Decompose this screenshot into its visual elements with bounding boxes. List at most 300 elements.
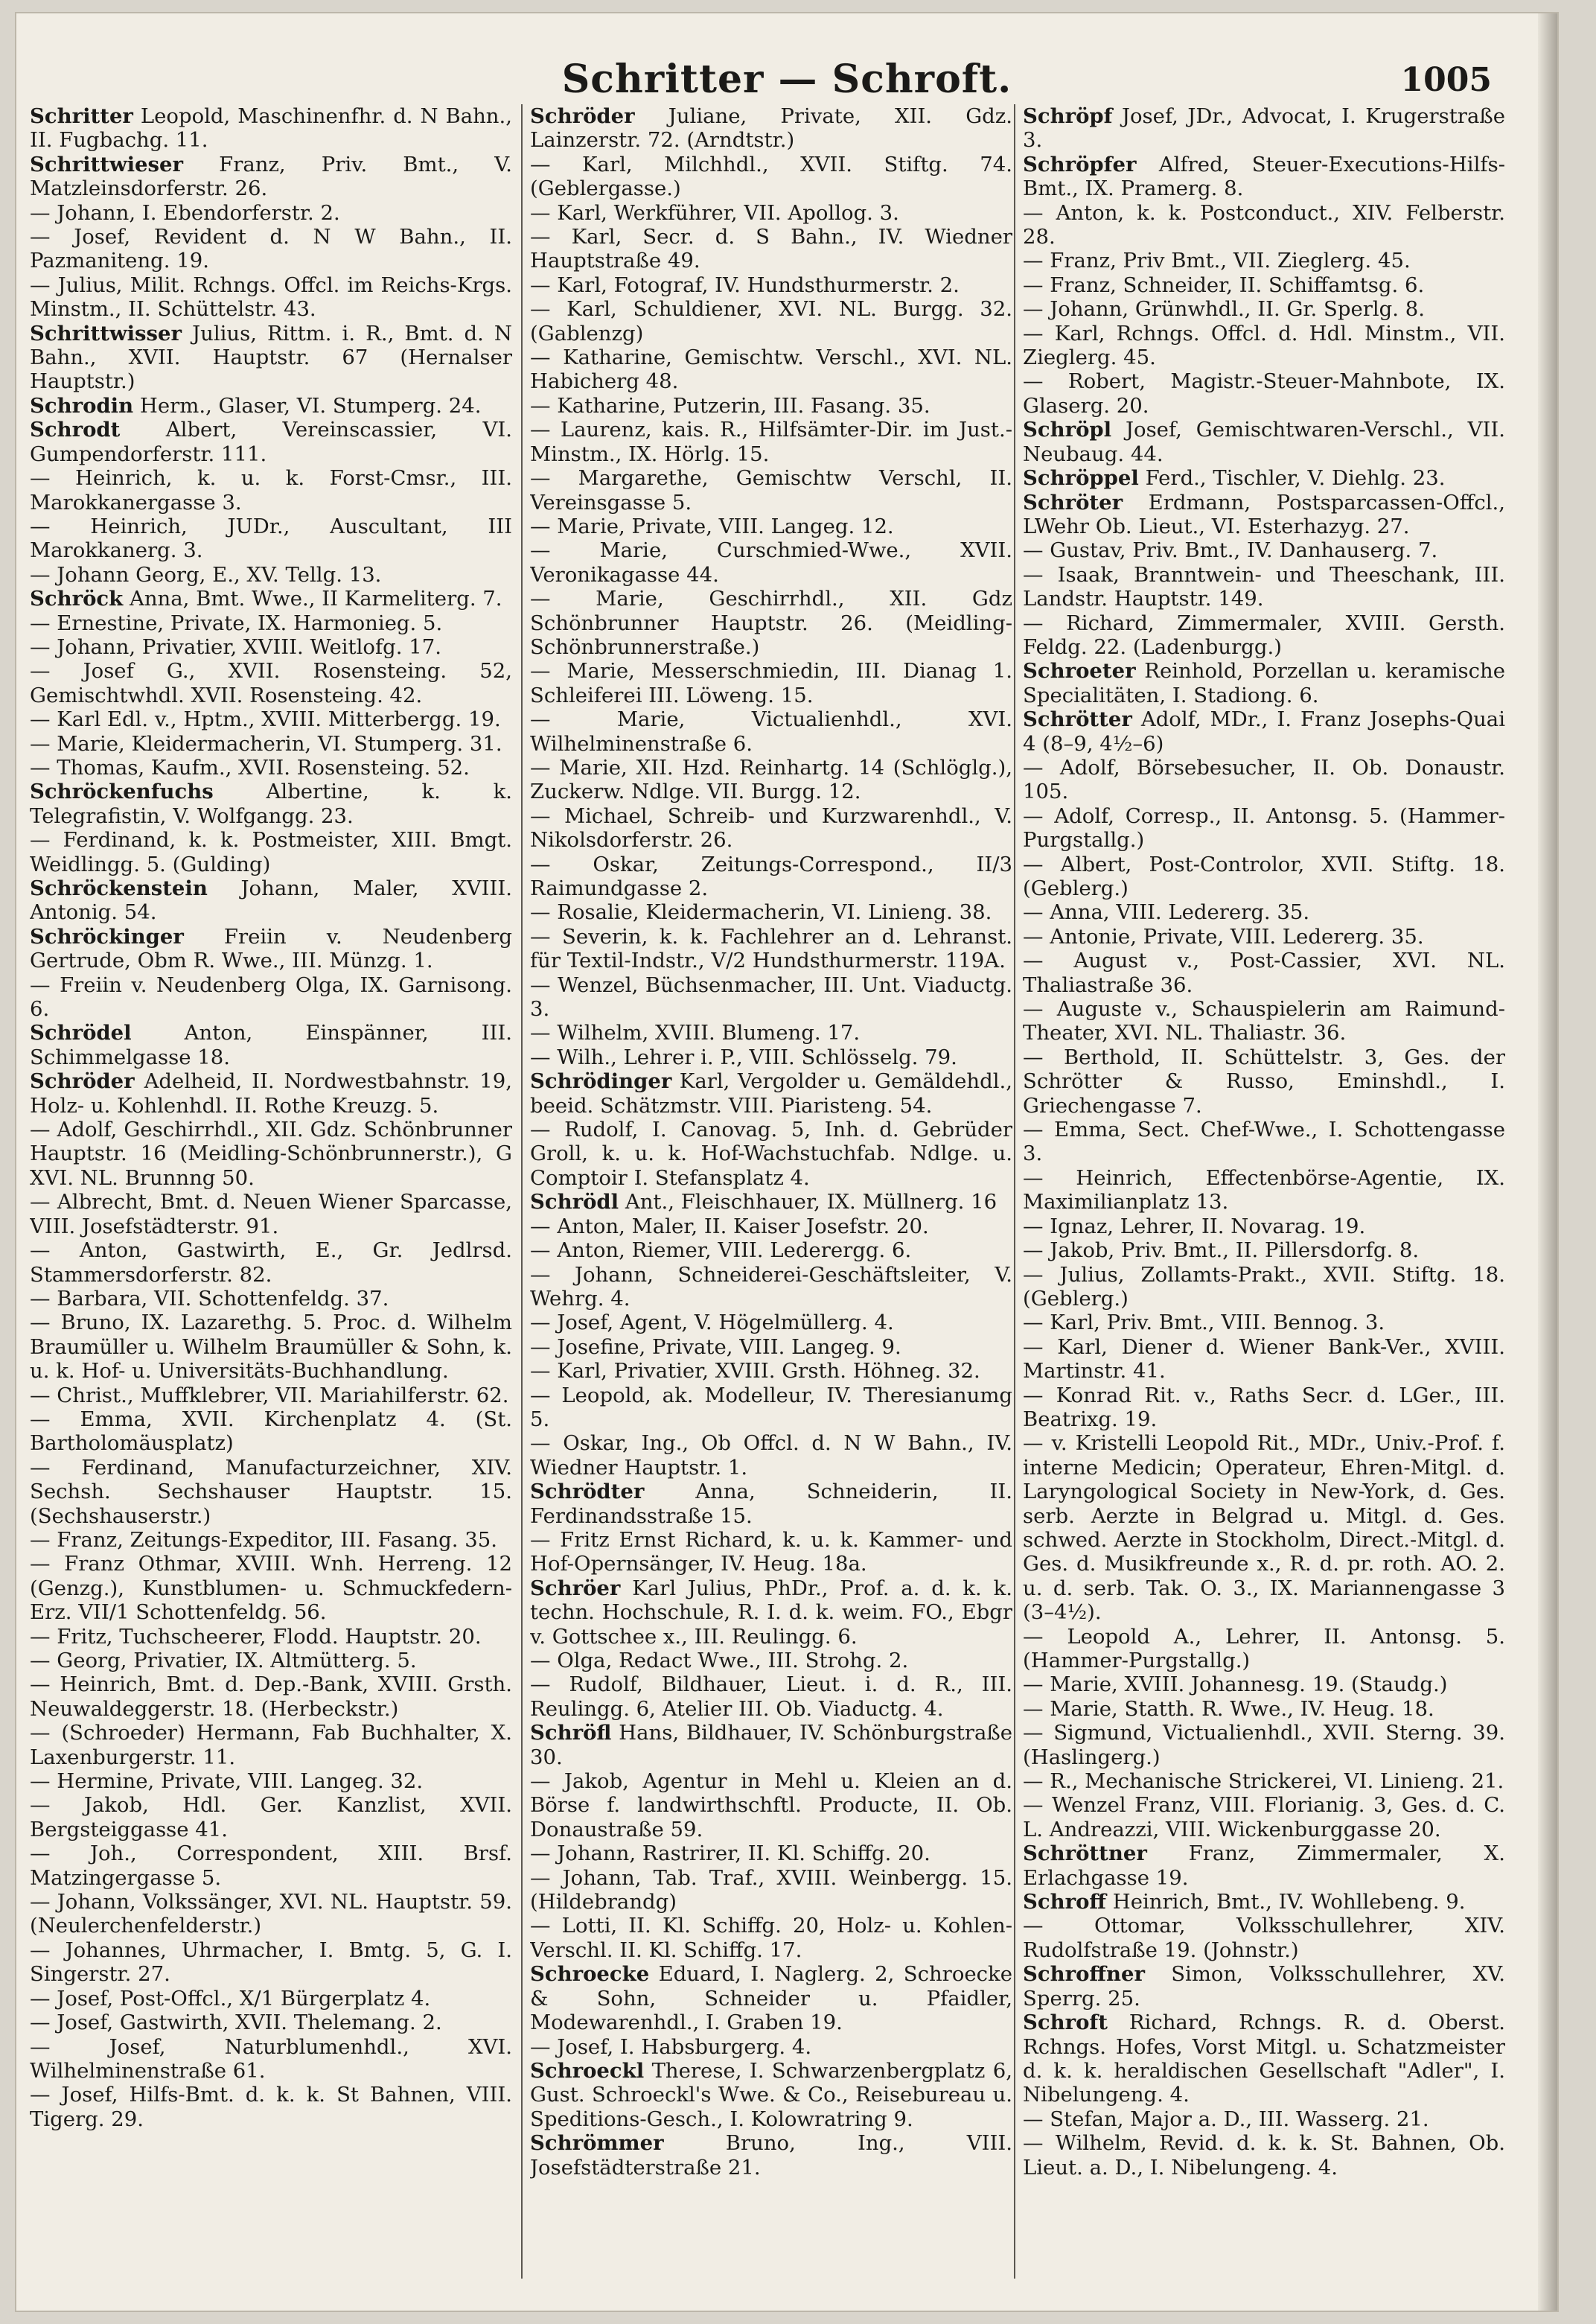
entry-text: — Auguste v., Schauspielerin am Raimund-Theater, XVI. NL. Thaliastr. 36. (1023, 997, 1505, 1045)
directory-entry (1023, 756, 1505, 804)
page-edge (1538, 13, 1557, 2311)
entry-text: — Johann, Tab. Traf., XVIII. Weinbergg. 15. (Hildebrandg) (530, 1865, 1012, 1914)
directory-entry (530, 1841, 1012, 1865)
entry-surname: Schrömmer (530, 2131, 664, 2156)
directory-entry (530, 1384, 1012, 1432)
entry-text: — Michael, Schreib- und Kurzwarenhdl., V. Nikolsdorferstr. 26. (530, 803, 1012, 853)
directory-entry (530, 1021, 1012, 1045)
directory-entry (30, 973, 512, 1022)
directory-entry (530, 1214, 1012, 1238)
entry-text: — Thomas, Kaufm., XVII. Rosensteing. 52. (30, 755, 470, 780)
entry-text: — Albrecht, Bmt. d. Neuen Wiener Sparcasse, VIII. Josefstädterstr. 91. (30, 1190, 512, 1238)
entry-text: — Franz, Zeitungs-Expeditor, III. Fasang. 35. (30, 1527, 498, 1552)
directory-entry (1023, 1045, 1505, 1118)
directory-entry (1023, 273, 1505, 297)
entry-text: Franz, Zimmermaler, X. Erlachgasse 19. (1023, 1841, 1505, 1890)
directory-entry (30, 780, 512, 828)
entry-text: — Julius, Milit. Rchngs. Offcl. im Reichs-Krgs. Minstm., II. Schüttelstr. 43. (30, 273, 512, 322)
entry-text: — Marie, XII. Hzd. Reinhartg. 14 (Schlöglg.), Zuckerw. Ndlge. VII. Burgg. 12. (530, 755, 1012, 804)
entry-text: — Berthold, II. Schüttelstr. 3, Ges. der Schrötter & Russo, Eminshdl., I. Griechengasse 7. (1023, 1045, 1505, 1118)
entry-surname: Schrödl (530, 1190, 619, 1214)
directory-entry (1023, 418, 1505, 466)
entry-text: — Marie, Kleidermacherin, VI. Stumperg. 31. (30, 731, 502, 756)
entry-text: — Karl, Rchngs. Offcl. d. Hdl. Minstm., VII. Zieglerg. 45. (1023, 321, 1505, 370)
directory-entry (530, 1576, 1012, 1649)
entry-text: — Adolf, Geschirrhdl., XII. Gdz. Schönbrunner Hauptstr. 16 (Meidling-Schönbrunnerstr.), G XVI. NL. Brunnng 50. (30, 1118, 512, 1190)
directory-entry (30, 732, 512, 756)
entry-surname: Schroeter (1023, 659, 1136, 684)
entry-text: Anton, Einspänner, III. Schimmelgasse 18. (30, 1021, 512, 1069)
directory-entry (1023, 491, 1505, 539)
page-number: 1005 (1400, 61, 1492, 99)
entry-surname: Schröckenfuchs (30, 780, 214, 804)
entry-text: — Johannes, Uhrmacher, I. Bmtg. 5, G. I. Singerstr. 27. (30, 1938, 512, 1987)
directory-entry (1023, 1625, 1505, 1673)
entry-text: Anna, Schneiderin, II. Ferdinandsstraße 15. (530, 1480, 1012, 1528)
directory-entry (1023, 201, 1505, 249)
directory-entry (30, 1721, 512, 1769)
directory-entry (1023, 1769, 1505, 1793)
directory-entry (30, 1190, 512, 1238)
entry-text: — Johann, Rastrirer, II. Kl. Schiffg. 20. (530, 1841, 931, 1866)
entry-text: — Josef, Agent, V. Högelmüllerg. 4. (530, 1311, 894, 1335)
directory-entry (530, 804, 1012, 853)
column-rule (521, 104, 523, 2279)
entry-text: — Franz, Priv Bmt., VII. Zieglerg. 45. (1023, 249, 1411, 273)
directory-entry (530, 201, 1012, 225)
directory-entry (530, 1190, 1012, 1214)
entry-text: — Wilh., Lehrer i. P., VIII. Schlösselg. 79. (530, 1045, 957, 1069)
entry-surname: Schroecke (530, 1962, 650, 1987)
directory-entry (1023, 1431, 1505, 1624)
entry-surname: Schröck (30, 587, 124, 611)
directory-entry (1023, 949, 1505, 997)
entry-text: — August v., Post-Cassier, XVI. NL. Thaliastraße 36. (1023, 949, 1505, 997)
directory-entry (1023, 997, 1505, 1045)
directory-entry (30, 201, 512, 225)
entry-text: — Anton, Gastwirth, E., Gr. Jedlrsd. Stammersdorferstr. 82. (30, 1238, 512, 1287)
directory-entry (30, 1649, 512, 1672)
column-rule (1014, 104, 1015, 2279)
directory-entry (530, 1962, 1012, 2034)
entry-text: Alfred, Steuer-Executions-Hilfs-Bmt., IX. Pramerg. 8. (1023, 152, 1505, 201)
entry-text: — Emma, XVII. Kirchenplatz 4. (St. Bartholomäusplatz) (30, 1407, 512, 1456)
directory-entry (1023, 853, 1505, 901)
entry-text: — Bruno, IX. Lazarethg. 5. Proc. d. Wilhelm Braumüller u. Wilhelm Braumüller & Sohn, k. u. k. Hof- u. Universitäts-Buchhandlung. (30, 1311, 512, 1384)
entry-text: — Jakob, Priv. Bmt., II. Pillersdorfg. 8. (1023, 1238, 1420, 1263)
entry-surname: Schröckenstein (30, 876, 208, 900)
directory-entry (530, 2059, 1012, 2131)
entry-text: — Konrad Rit. v., Raths Secr. d. LGer., III. Beatrixg. 19. (1023, 1383, 1505, 1431)
directory-entry (30, 756, 512, 780)
directory-entry (30, 418, 512, 466)
directory-entry (530, 1045, 1012, 1069)
entry-text: — Ferdinand, k. k. Postmeister, XIII. Bmgt. Weidlingg. 5. (Gulding) (30, 828, 512, 876)
entry-text: — Joh., Correspondent, XIII. Brsf. Matzingergasse 5. (30, 1841, 512, 1890)
entry-text: Johann, Maler, XVIII. Antonig. 54. (30, 876, 512, 925)
directory-entry (530, 756, 1012, 804)
directory-entry (30, 515, 512, 563)
entry-text: — Katharine, Gemischtw. Verschl., XVI. NL. Habicherg 48. (530, 346, 1012, 394)
directory-entry (530, 973, 1012, 1022)
directory-entry (30, 322, 512, 394)
entry-surname: Schröpfer (1023, 152, 1137, 176)
directory-entry (30, 1769, 512, 1793)
entry-text: — Marie, Private, VIII. Langeg. 12. (530, 514, 894, 538)
entry-text: Therese, I. Schwarzenbergplatz 6, Gust. Schroeckl's Wwe. & Co., Reisebureau u. Speditions-Gesch., I. Kolowratring 9. (530, 2058, 1012, 2131)
directory-entry (30, 1021, 512, 1069)
entry-surname: Schröckinger (30, 924, 184, 949)
entry-text: — Josef, I. Habsburgerg. 4. (530, 2034, 812, 2059)
entry-text: — Adolf, Börsebesucher, II. Ob. Donaustr. 105. (1023, 755, 1505, 804)
directory-entry (530, 1118, 1012, 1190)
entry-text: — Karl Edl. v., Hptm., XVIII. Mitterbergg. 19. (30, 707, 501, 732)
entry-text: — Stefan, Major a. D., III. Wasserg. 21. (1023, 2107, 1429, 2131)
directory-entry (530, 1480, 1012, 1528)
entry-text: — Marie, Messerschmiedin, III. Dianag 1. Schleiferei III. Löweng. 15. (530, 659, 1012, 707)
entry-surname: Schrittwieser (30, 152, 184, 176)
directory-entry (30, 925, 512, 973)
column-2 (530, 104, 1012, 2279)
directory-entry (530, 1359, 1012, 1383)
entry-surname: Schröttner (1023, 1841, 1147, 1866)
directory-entry (1023, 611, 1505, 660)
entry-text: Franz, Priv. Bmt., V. Matzleinsdorferstr. 26. (30, 152, 512, 201)
directory-entry (1023, 2131, 1505, 2180)
entry-text: — Freiin v. Neudenberg Olga, IX. Garnisong. 6. (30, 972, 512, 1022)
directory-entry (30, 2083, 512, 2131)
entry-surname: Schritter (30, 104, 133, 128)
entry-text: — Robert, Magistr.-Steuer-Mahnbote, IX. Glaserg. 20. (1023, 369, 1505, 418)
directory-entry (30, 2011, 512, 2034)
directory-entry (530, 853, 1012, 901)
directory-entry (530, 225, 1012, 273)
directory-entry (30, 394, 512, 418)
entry-surname: Schroff (1023, 1890, 1107, 1914)
directory-entry (1023, 104, 1505, 153)
directory-entry (1023, 1384, 1505, 1432)
directory-entry (1023, 900, 1505, 924)
directory-entry (530, 1649, 1012, 1672)
directory-entry (30, 104, 512, 153)
entry-text: — Karl, Werkführer, VII. Apollog. 3. (530, 200, 899, 225)
directory-entry (30, 1407, 512, 1456)
entry-text: — Heinrich, k. u. k. Forst-Cmsr., III. Marokkanergasse 3. (30, 466, 512, 515)
entry-text: — Johann, Schneiderei-Geschäftsleiter, V. Wehrg. 4. (530, 1262, 1012, 1311)
directory-entry (1023, 1697, 1505, 1721)
directory-entry (30, 1384, 512, 1407)
entry-text: — Sigmund, Victualienhdl., XVII. Sterng. 39. (Haslingerg.) (1023, 1721, 1505, 1769)
entry-text: Josef, Gemischtwaren-Verschl., VII. Neubaug. 44. (1023, 418, 1505, 466)
entry-text: Simon, Volksschullehrer, XV. Sperrg. 25. (1023, 1962, 1505, 2011)
directory-entry (30, 153, 512, 201)
entry-text: — Julius, Zollamts-Prakt., XVII. Stiftg. 18. (Geblerg.) (1023, 1262, 1505, 1311)
entry-text: — Josefine, Private, VIII. Langeg. 9. (530, 1334, 901, 1359)
entry-text: — Olga, Redact Wwe., III. Strohg. 2. (530, 1649, 909, 1672)
entry-text: — Leopold, ak. Modelleur, IV. Theresianumg 5. (530, 1383, 1012, 1431)
directory-entry (30, 635, 512, 659)
directory-entry (1023, 322, 1505, 370)
entry-text: — Laurenz, kais. R., Hilfsämter-Dir. im Just.-Minstm., IX. Hörlg. 15. (530, 418, 1012, 466)
entry-text: — Josef, Hilfs-Bmt. d. k. k. St Bahnen, VIII. Tigerg. 29. (30, 2083, 512, 2131)
entry-text: — Franz Othmar, XVIII. Wnh. Herreng. 12 (Genzg.), Kunstblumen- u. Schmuckfedern-Erz. VII/1 Schottenfeldg. 56. (30, 1552, 512, 1625)
directory-entry (1023, 1914, 1505, 1962)
directory-entry (530, 900, 1012, 924)
directory-entry (1023, 466, 1505, 490)
entry-text: — Ernestine, Private, IX. Harmonieg. 5. (30, 611, 443, 635)
entry-text: — Oskar, Ing., Ob Offcl. d. N W Bahn., IV. Wiedner Hauptstr. 1. (530, 1431, 1012, 1480)
directory-entry (30, 1672, 512, 1721)
directory-entry (30, 828, 512, 876)
entry-text: Erdmann, Postsparcassen-Offcl., LWehr Ob. Lieut., VI. Esterhazyg. 27. (1023, 490, 1505, 538)
entry-text: — Ignaz, Lehrer, II. Novarag. 19. (1023, 1214, 1366, 1238)
entry-text: Adolf, MDr., I. Franz Josephs-Quai 4 (8–9, 4½–6) (1023, 707, 1505, 756)
directory-entry (1023, 1166, 1505, 1214)
entry-text: — Ottomar, Volksschullehrer, XIV. Rudolfstraße 19. (Johnstr.) (1023, 1914, 1505, 1962)
entry-text: — Emma, Sect. Chef-Wwe., I. Schottengasse 3. (1023, 1118, 1505, 1166)
directory-entry (530, 1311, 1012, 1334)
directory-entry (30, 1552, 512, 1624)
entry-text: — Marie, Statth. R. Wwe., IV. Heug. 18. (1023, 1696, 1434, 1721)
entry-text: — v. Kristelli Leopold Rit., MDr., Univ.-Prof. f. interne Medicin; Operateur, Ehren-Mitgl. d. Laryngological Society in New-York, d. Ges. serb. Aerzte in Belgrad u. Mitgl. d. Ges. schwed. Aerzte in Stockholm, Direct.-Mitgl. d. Ges. d. Musikfreunde x., R. d. pr. roth. AO. 2. u. d. serb. Tak. O. 3., IX. Mariannengasse 3 (3–4½). (1023, 1431, 1505, 1625)
directory-entry (530, 515, 1012, 538)
directory-entry (30, 587, 512, 611)
directory-entry (1023, 659, 1505, 707)
entry-text: — Karl, Secr. d. S Bahn., IV. Wiedner Hauptstraße 49. (530, 225, 1012, 273)
entry-text: — Heinrich, JUDr., Auscultant, III Marokkanerg. 3. (30, 514, 512, 563)
directory-entry (1023, 1890, 1505, 1914)
directory-entry (530, 1769, 1012, 1841)
entry-text: Josef, JDr., Advocat, I. Krugerstraße 3. (1023, 104, 1505, 153)
directory-entry (30, 563, 512, 587)
directory-entry (30, 707, 512, 731)
directory-entry (530, 2131, 1012, 2180)
entry-text: — Josef, Revident d. N W Bahn., II. Pazmaniteng. 19. (30, 225, 512, 273)
entry-text: — (Schroeder) Hermann, Fab Buchhalter, X. Laxenburgerstr. 11. (30, 1721, 512, 1769)
directory-entry (1023, 2011, 1505, 2107)
directory-entry (530, 707, 1012, 756)
entry-text: — Adolf, Corresp., II. Antonsg. 5. (Hammer-Purgstallg.) (1023, 803, 1505, 853)
entry-text: — Leopold A., Lehrer, II. Antonsg. 5. (Hammer-Purgstallg.) (1023, 1624, 1505, 1672)
entry-text: — Anna, VIII. Ledererg. 35. (1023, 900, 1310, 925)
directory-entry (30, 1793, 512, 1841)
entry-surname: Schröer (530, 1576, 621, 1600)
directory-entry (30, 466, 512, 515)
directory-entry (30, 659, 512, 707)
entry-surname: Schroffner (1023, 1962, 1145, 1987)
entry-text: — Wenzel, Büchsenmacher, III. Unt. Viaductg. 3. (530, 972, 1012, 1022)
directory-entry (1023, 1311, 1505, 1334)
directory-entry (530, 587, 1012, 659)
directory-entry (530, 1914, 1012, 1962)
entry-text: — Fritz, Tuchscheerer, Flodd. Hauptstr. 20. (30, 1624, 482, 1649)
directory-entry (30, 2035, 512, 2083)
directory-entry (1023, 369, 1505, 418)
entry-text: — Karl, Schuldiener, XVI. NL. Burgg. 32. (Gablenzg) (530, 297, 1012, 346)
directory-entry (530, 394, 1012, 418)
directory-entry (530, 659, 1012, 707)
entry-text: Ferd., Tischler, V. Diehlg. 23. (1138, 466, 1446, 491)
entry-surname: Schröpf (1023, 104, 1113, 128)
directory-entry (1023, 1721, 1505, 1769)
entry-text: — Anton, Riemer, VIII. Lederergg. 6. (530, 1238, 912, 1263)
directory-entry (30, 1456, 512, 1528)
entry-text: — Johann, I. Ebendorferstr. 2. (30, 200, 340, 225)
entry-text: Hans, Bildhauer, IV. Schönburgstraße 30. (530, 1721, 1012, 1769)
directory-entry (30, 1287, 512, 1311)
directory-entry (1023, 1118, 1505, 1166)
entry-surname: Schrodt (30, 418, 121, 442)
directory-entry (1023, 538, 1505, 562)
entry-surname: Schrödter (530, 1480, 645, 1504)
entry-text: Juliane, Private, XII. Gdz. Lainzerstr. 72. (Arndtstr.) (530, 104, 1012, 153)
directory-entry (1023, 1238, 1505, 1262)
directory-entry (530, 538, 1012, 587)
directory-entry (30, 1528, 512, 1552)
directory-entry (30, 1625, 512, 1649)
entry-text: Heinrich, Bmt., IV. Wohllebeng. 9. (1106, 1890, 1466, 1914)
entry-text: Karl Julius, PhDr., Prof. a. d. k. k. techn. Hochschule, R. I. d. k. weim. FO., Ebgr v. Gottschee x., III. Reulingg. 6. (530, 1576, 1012, 1649)
entry-text: — Johann, Privatier, XVIII. Weitlofg. 17. (30, 634, 441, 659)
entry-text: — R., Mechanische Strickerei, VI. Linieng. 21. (1023, 1769, 1504, 1794)
entry-surname: Schröder (530, 104, 635, 128)
entry-surname: Schröder (30, 1069, 135, 1094)
entry-text: — Marie, Geschirrhdl., XII. Gdz Schönbrunner Hauptstr. 26. (Meidling-Schönbrunnerstraße.) (530, 587, 1012, 659)
directory-entry (1023, 297, 1505, 321)
directory-entry (1023, 249, 1505, 273)
directory-entry (1023, 1793, 1505, 1841)
entry-text: — Rudolf, I. Canovag. 5, Inh. d. Gebrüder Groll, k. u. k. Hof-Wachstuchfab. Ndlge. u. Comptoir I. Stefansplatz 4. (530, 1118, 1012, 1190)
entry-text: Karl, Vergolder u. Gemäldehdl., beeid. Schätzmstr. VIII. Piaristeng. 54. (530, 1069, 1012, 1118)
directory-entry (30, 1311, 512, 1383)
entry-text: Richard, Rchngs. R. d. Oberst. Rchngs. Hofes, Vorst Mitgl. u. Schatzmeister d. k. k. heraldischen Gesellschaft "Adler", I. Nibelungeng. 4. (1023, 2011, 1505, 2107)
entry-text: — Antonie, Private, VIII. Ledererg. 35. (1023, 924, 1424, 949)
directory-entry (530, 1721, 1012, 1769)
column-3 (1023, 104, 1505, 2279)
directory-entry (30, 1938, 512, 1987)
entry-surname: Schröfl (530, 1721, 612, 1745)
directory-entry (1023, 925, 1505, 949)
entry-text: — Jakob, Agentur in Mehl u. Kleien an d. Börse f. landwirthschftl. Producte, II. Ob. Donaustraße 59. (530, 1769, 1012, 1841)
directory-entry (1023, 1672, 1505, 1696)
entry-text: — Barbara, VII. Schottenfeldg. 37. (30, 1286, 389, 1311)
entry-surname: Schröpl (1023, 418, 1112, 442)
directory-entry (1023, 563, 1505, 611)
entry-text: — Rudolf, Bildhauer, Lieut. i. d. R., III. Reulingg. 6, Atelier III. Ob. Viaductg. 4. (530, 1672, 1012, 1721)
directory-entry (30, 225, 512, 273)
directory-entry (530, 1866, 1012, 1914)
directory-entry (1023, 1335, 1505, 1384)
entry-text: — Karl, Fotograf, IV. Hundsthurmerstr. 2. (530, 273, 960, 297)
directory-entry (530, 1672, 1012, 1721)
entry-text: Adelheid, II. Nordwestbahnstr. 19, Holz- u. Kohlenhdl. II. Rothe Kreuzg. 5. (30, 1069, 512, 1118)
entry-text: Herm., Glaser, VI. Stumperg. 24. (133, 393, 482, 418)
entry-text: — Josef, Post-Offcl., X/1 Bürgerplatz 4. (30, 1986, 431, 2011)
directory-entry (30, 1841, 512, 1890)
entry-text: — Georg, Privatier, IX. Altmütterg. 5. (30, 1649, 417, 1672)
entry-text: — Wilhelm, XVIII. Blumeng. 17. (530, 1021, 861, 1045)
entry-text: — Isaak, Branntwein- und Theeschank, III. Landstr. Hauptstr. 149. (1023, 562, 1505, 611)
directory-entry (530, 1528, 1012, 1576)
directory-entry (530, 925, 1012, 973)
entry-text: — Johann Georg, E., XV. Tellg. 13. (30, 562, 382, 587)
directory-entry (30, 876, 512, 925)
directory-entry (530, 2035, 1012, 2059)
entry-text: — Hermine, Private, VIII. Langeg. 32. (30, 1769, 424, 1794)
entry-text: Julius, Rittm. i. R., Bmt. d. N Bahn., XVII. Hauptstr. 67 (Hernalser Hauptstr.) (30, 321, 512, 394)
entry-text: — Anton, k. k. Postconduct., XIV. Felberstr. 28. (1023, 200, 1505, 249)
entry-text: — Jakob, Hdl. Ger. Kanzlist, XVII. Bergsteiggasse 41. (30, 1793, 512, 1841)
directory-entry (1023, 2107, 1505, 2131)
directory-entry (30, 1118, 512, 1190)
directory-entry (1023, 707, 1505, 756)
directory-entry (1023, 1962, 1505, 2011)
directory-entry (530, 1431, 1012, 1480)
entry-text: — Franz, Schneider, II. Schiffamtsg. 6. (1023, 273, 1425, 297)
entry-text: — Marie, Curschmied-Wwe., XVII. Veronikagasse 44. (530, 538, 1012, 587)
entry-surname: Schröppel (1023, 466, 1139, 491)
entry-text: Freiin v. Neudenberg Gertrude, Obm R. Wwe., III. Münzg. 1. (30, 924, 512, 973)
directory-entry (30, 1890, 512, 1938)
entry-text: Bruno, Ing., VIII. Josefstädterstraße 21. (530, 2131, 1012, 2180)
entry-surname: Schrödel (30, 1021, 132, 1045)
directory-entry (530, 346, 1012, 394)
entry-surname: Schrötter (1023, 707, 1132, 732)
entry-text: — Rosalie, Kleidermacherin, VI. Linieng. 38. (530, 900, 992, 925)
entry-text: — Richard, Zimmermaler, XVIII. Gersth. Feldg. 22. (Ladenburgg.) (1023, 611, 1505, 659)
entry-text: — Wenzel Franz, VIII. Florianig. 3, Ges. d. C. L. Andreazzi, VIII. Wickenburggasse 20. (1023, 1793, 1505, 1841)
directory-entry (30, 1069, 512, 1118)
entry-text: — Lotti, II. Kl. Schiffg. 20, Holz- u. Kohlen-Verschl. II. Kl. Schiffg. 17. (530, 1914, 1012, 1962)
entry-text: — Albert, Post-Controlor, XVII. Stiftg. 18. (Geblerg.) (1023, 852, 1505, 900)
directory-entry (530, 418, 1012, 466)
entry-text: — Marie, Victualienhdl., XVI. Wilhelminenstraße 6. (530, 707, 1012, 756)
entry-text: — Josef, Gastwirth, XVII. Thelemang. 2. (30, 2011, 442, 2035)
entry-text: Reinhold, Porzellan u. keramische Specialitäten, I. Stadiong. 6. (1023, 659, 1505, 707)
entry-text: Leopold, Maschinenfhr. d. N Bahn., II. Fugbachg. 11. (30, 104, 512, 153)
directory-entry (1023, 1214, 1505, 1238)
entry-text: — Josef, Naturblumenhdl., XVI. Wilhelminenstraße 61. (30, 2034, 512, 2083)
directory-entry (530, 1238, 1012, 1262)
entry-text: — Fritz Ernst Richard, k. u. k. Kammer- und Hof-Opernsänger, IV. Heug. 18a. (530, 1527, 1012, 1576)
entry-text: Eduard, I. Naglerg. 2, Schroecke & Sohn, Schneider u. Pfaidler, Modewarenhdl., I. Graben 19. (530, 1962, 1012, 2035)
page-title: Schritter — Schroft. (561, 57, 1012, 102)
directory-entry (530, 153, 1012, 201)
entry-text: — Oskar, Zeitungs-Correspond., II/3 Raimundgasse 2. (530, 852, 1012, 900)
entry-text: — Wilhelm, Revid. d. k. k. St. Bahnen, Ob. Lieut. a. D., I. Nibelungeng. 4. (1023, 2131, 1505, 2180)
entry-text: Albert, Vereinscassier, VI. Gumpendorferstr. 111. (30, 418, 512, 466)
entry-text: — Margarethe, Gemischtw Verschl, II. Vereinsgasse 5. (530, 466, 1012, 515)
entry-text: — Johann, Grünwhdl., II. Gr. Sperlg. 8. (1023, 297, 1426, 322)
entry-text: Albertine, k. k. Telegrafistin, V. Wolfgangg. 23. (30, 780, 512, 828)
entry-surname: Schrödinger (530, 1069, 672, 1094)
entry-surname: Schrodin (30, 393, 134, 418)
entry-text: — Katharine, Putzerin, III. Fasang. 35. (530, 393, 931, 418)
directory-entry (1023, 1263, 1505, 1311)
entry-text: — Johann, Volkssänger, XVI. NL. Hauptstr. 59. (Neulerchenfelderstr.) (30, 1890, 512, 1938)
entry-text: Ant., Fleischhauer, IX. Müllnerg. 16 (619, 1190, 998, 1214)
entry-text: — Karl, Privatier, XVIII. Grsth. Höhneg. 32. (530, 1359, 980, 1384)
directory-entry (30, 1987, 512, 2011)
directory-entry (530, 1263, 1012, 1311)
entry-text: — Marie, XVIII. Johannesg. 19. (Staudg.) (1023, 1672, 1448, 1697)
entry-text: — Karl, Priv. Bmt., VIII. Bennog. 3. (1023, 1311, 1385, 1335)
entry-text: — Ferdinand, Manufacturzeichner, XIV. Sechsh. Sechshauser Hauptstr. 15. (Sechshauserstr.) (30, 1455, 512, 1528)
entry-surname: Schrittwisser (30, 321, 182, 346)
directory-entry (1023, 153, 1505, 201)
entry-text: — Karl, Diener d. Wiener Bank-Ver., XVIII. Martinstr. 41. (1023, 1334, 1505, 1384)
entry-surname: Schröter (1023, 490, 1123, 515)
